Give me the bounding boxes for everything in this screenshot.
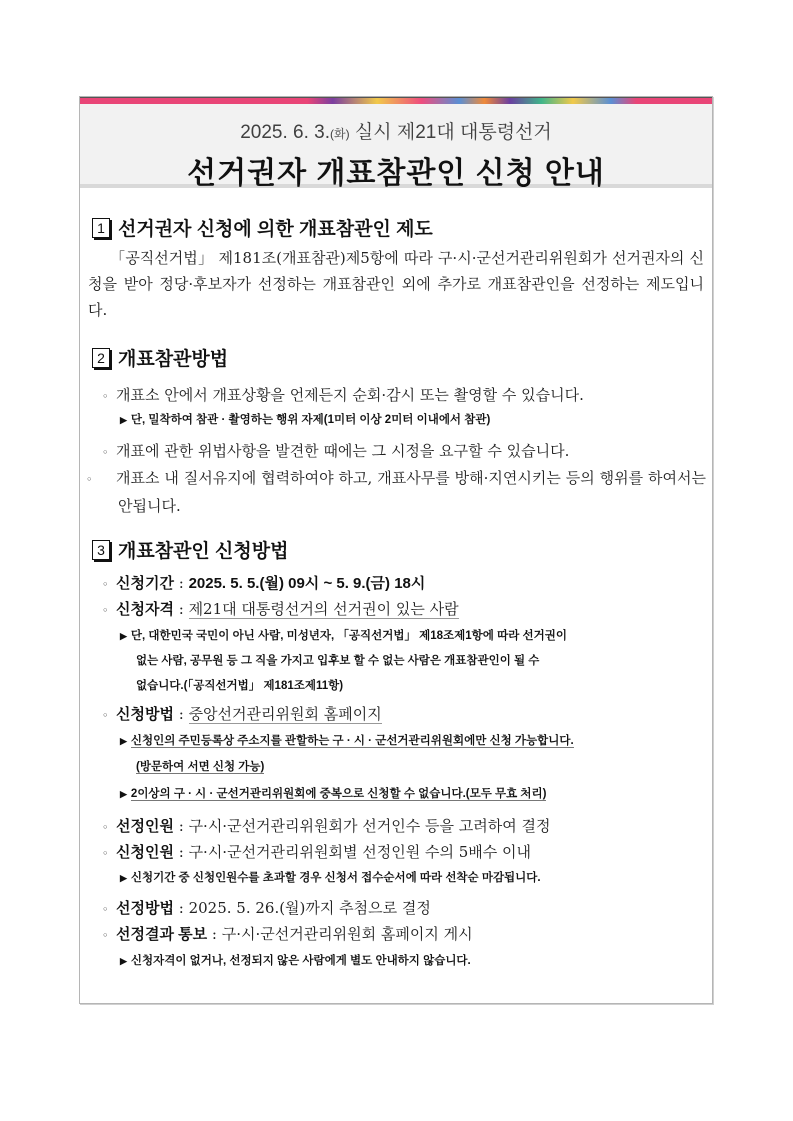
- note: ▶ 신청기간 중 신청인원수를 초과할 경우 신청서 접수순서에 따라 선착순 마감됩니다.: [120, 872, 541, 884]
- nec-homepage-link[interactable]: 중앙선거관리위원회 홈페이지: [188, 705, 382, 723]
- list-item-eligibility: ◦ 신청자격 : 제21대 대통령선거의 선거권이 있는 사람: [102, 600, 459, 618]
- list-item-period: ◦ 신청기간 : 2025. 5. 5.(월) 09시 ~ 5. 9.(금) 18시: [102, 574, 426, 592]
- section-number: 1: [92, 218, 110, 238]
- list-item: ◦ 개표소 안에서 개표상황을 언제든지 순회·감시 또는 촬영할 수 있습니다.: [102, 386, 584, 404]
- list-item-result-notice: ◦ 선정결과 통보 : 구·시·군선거관리위원회 홈페이지 게시: [102, 925, 473, 943]
- section-3-title: 3 개표참관인 신청방법: [92, 536, 288, 563]
- list-item-selection-count: ◦ 선정인원 : 구·시·군선거관리위원회가 선거인수 등을 고려하여 결정: [102, 817, 551, 835]
- list-item: ◦ 개표소 내 질서유지에 협력하여야 하고, 개표사무를 방해·지연시키는 등의 행위를 하여서는 안됩니다.: [86, 469, 706, 515]
- note: ▶ 단, 밀착하여 참관 · 촬영하는 행위 자제(1미터 이상 2미터 이내에서 참관): [120, 414, 491, 426]
- page-title: 선거권자 개표참관인 신청 안내: [187, 157, 605, 190]
- notice-box: [79, 96, 713, 1004]
- note: ▶ 신청인의 주민등록상 주소지를 관할하는 구 · 시 · 군선거관리위원회에만 신청 가능합니다.: [120, 735, 574, 747]
- list-item-selection-method: ◦ 선정방법 : 2025. 5. 26.(월)까지 추첨으로 결정: [102, 899, 431, 917]
- note: ▶ 단, 대한민국 국민이 아닌 사람, 미성년자, 「공직선거법」 제18조제1항에 따라 선거권이: [120, 630, 567, 642]
- section-2-title: 2 개표참관방법: [92, 344, 228, 371]
- list-item: ◦ 개표에 관한 위법사항을 발견한 때에는 그 시정을 요구할 수 있습니다.: [102, 442, 570, 460]
- list-item-method: ◦ 신청방법 : 중앙선거관리위원회 홈페이지: [102, 705, 382, 723]
- section-1-title: 1 선거권자 신청에 의한 개표참관인 제도: [92, 214, 433, 241]
- section-1-paragraph: 「공직선거법」 제181조(개표참관)제5항에 따라 구·시·군선거관리위원회가 선거권자의 신청을 받아 정당·후보자가 선정하는 개표참관인 외에 추가로 개표참관인을 선정하는 제도입니다.: [88, 249, 704, 319]
- note-continued: (방문하여 서면 신청 가능): [136, 761, 265, 773]
- section-number: 3: [92, 540, 110, 560]
- header-subtitle: 2025. 6. 3.(화) 실시 제21대 대통령선거: [240, 122, 552, 143]
- note-continued: 없는 사람, 공무원 등 그 직을 가지고 입후보 할 수 없는 사람은 개표참관인이 될 수: [136, 655, 540, 667]
- note: ▶ 2이상의 구 · 시 · 군선거관리위원회에 중복으로 신청할 수 없습니다.(모두 무효 처리): [120, 788, 547, 800]
- rainbow-stripe: [80, 97, 712, 104]
- section-number: 2: [92, 348, 110, 368]
- list-item-applicant-count: ◦ 신청인원 : 구·시·군선거관리위원회별 선정인원 수의 5배수 이내: [102, 843, 532, 861]
- header-band: [80, 104, 712, 188]
- note-continued: 없습니다.(「공직선거법」 제181조제11항): [136, 680, 344, 692]
- note: ▶ 신청자격이 없거나, 선정되지 않은 사람에게 별도 안내하지 않습니다.: [120, 955, 471, 967]
